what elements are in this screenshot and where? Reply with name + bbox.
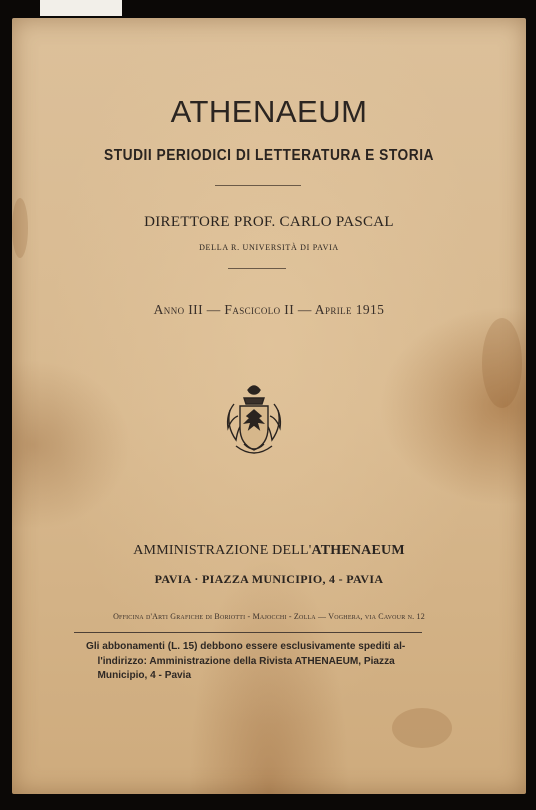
journal-subtitle: STUDII PERIODICI DI LETTERATURA E STORIA <box>104 147 434 164</box>
notice-line: l'indirizzo: Amministrazione della Rivista ATHENAEUM, Piazza <box>97 654 395 667</box>
paper-stain <box>392 708 452 748</box>
notice-line: Gli abbonamenti (L. 15) debbono essere esclusivamente spediti al- <box>86 640 406 652</box>
divider <box>228 268 286 269</box>
notice-line: Municipio, 4 - Pavia <box>97 669 192 681</box>
administration-line <box>12 543 526 559</box>
administration-prefix: AMMINISTRAZIONE DELL' <box>133 543 312 558</box>
printer-line: Officina d'Arti Grafiche di Boriotti - Majocchi - Zolla — Voghera, via Cavour n. 12 <box>113 612 425 621</box>
director-line: DIRETTORE PROF. CARLO PASCAL <box>144 214 394 230</box>
divider <box>74 632 422 633</box>
scan-label-strip <box>40 0 122 16</box>
journal-title: ATHENAEUM <box>170 94 368 129</box>
paper-stain <box>482 318 522 408</box>
university-line: DELLA R. UNIVERSITÀ DI PAVIA <box>199 243 339 252</box>
coat-of-arms-icon <box>222 380 286 460</box>
subscription-notice <box>86 639 426 683</box>
address-line: PAVIA · PIAZZA MUNICIPIO, 4 - PAVIA <box>154 572 384 586</box>
divider <box>215 185 301 186</box>
administration-name: ATHENAEUM <box>311 543 405 558</box>
journal-cover <box>12 18 526 794</box>
issue-line: Anno III — Fascicolo II — Aprile 1915 <box>153 302 385 317</box>
